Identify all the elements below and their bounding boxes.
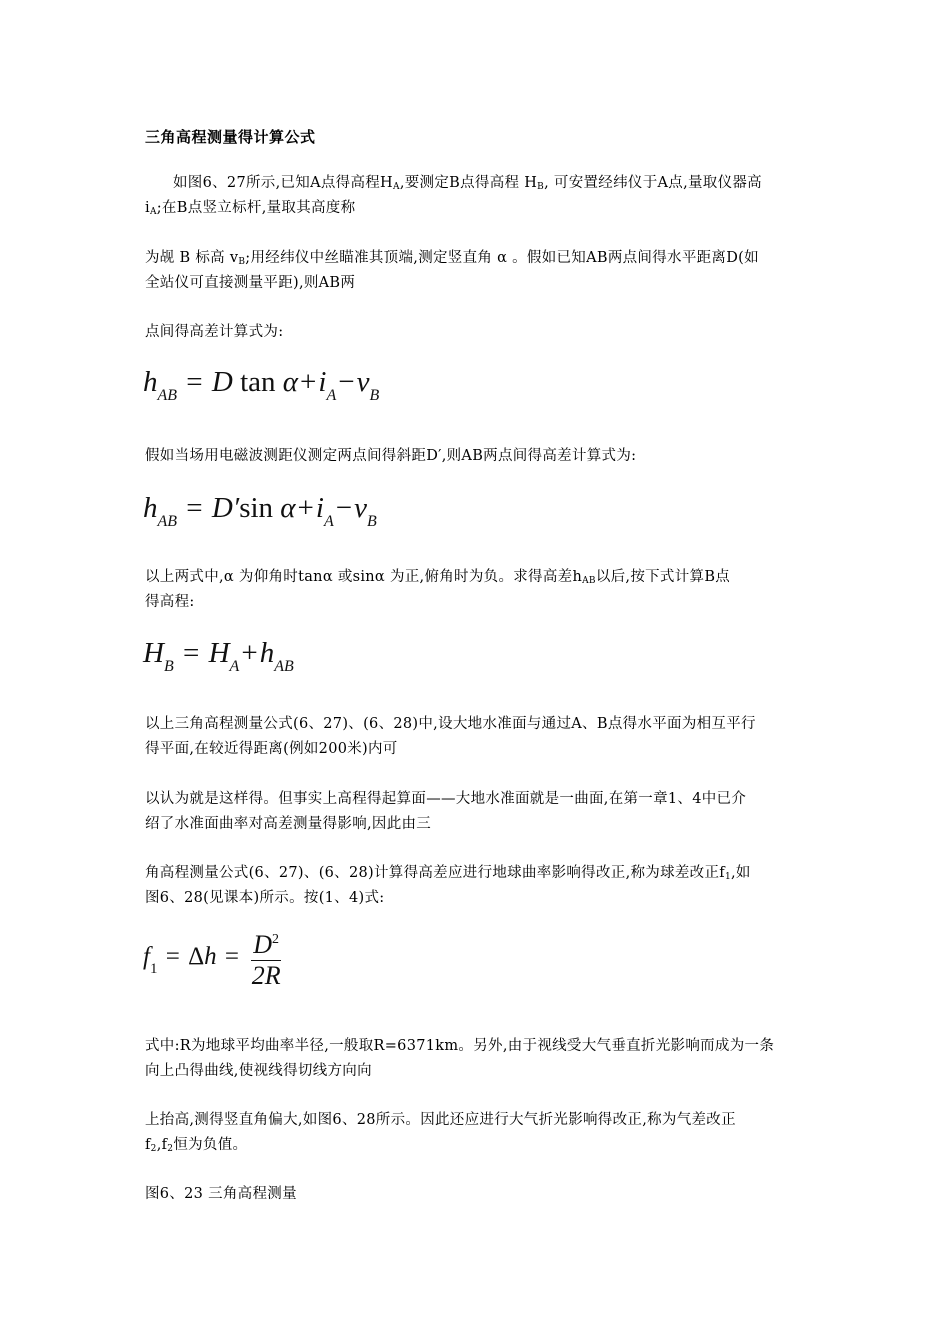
formula-height-difference-slope: $h_{AB} = D'\sin$ $\alpha+i_A-v_B$ [143,492,377,530]
paragraph-4: 假如当场用电磁波测距仪测定两点间得斜距D′,则AB两点间得高差计算式为: [145,448,637,464]
paragraph-6: 以上三角高程测量公式(6、27)、(6、28)中,设大地水准面与通过A、B点得水平面为相互平行 得平面,在较近得距离(例如200米)内可 [145,716,756,757]
fraction: $\frac{D^2}{2R}$ [251,926,281,991]
paragraph-2: 为觇 B 标高 $v_B$;用经纬仪中丝瞄准其顶端,测定竖直角 α 。假如已知AB两点间得水平距离D(如 全站仪可直接测量平距),则AB两 [145,250,759,291]
paragraph-9: 式中:R为地球平均曲率半径,一般取R=6371km。另外,由于视线受大气垂直折光影响而成为一条 向上凸得曲线,使视线得切线方向向 [145,1038,775,1079]
paragraph-10: 上抬高,测得竖直角偏大,如图6、28所示。因此还应进行大气折光影响得改正,称为气差改正 $f_2,f_2$恒为负值。 [145,1112,736,1154]
formula-curvature-correction: $f_1 = \Delta h$ = $\frac{D^2}{2R}$ [143,926,281,991]
document-title: 三角高程测量得计算公式 [145,128,316,146]
paragraph-7: 以认为就是这样得。但事实上高程得起算面——大地水准面就是一曲面,在第一章1、4中已介 绍了水准面曲率对高差测量得影响,因此由三 [145,791,747,832]
paragraph-5: 以上两式中,α 为仰角时tanα 或sinα 为正,俯角时为负。求得高差$h_{AB}$以后,按下式计算B点 得高程: [145,569,731,610]
paragraph-8: 角高程测量公式(6、27)、(6、28)计算得高差应进行地球曲率影响得改正,称为球差改正$f_1$,如 图6、28(见课本)所示。按(1、4)式: [145,865,751,906]
formula-height-difference-horizontal: $h_{AB} = D$ $\tan \alpha+i_A-v_B$ [143,366,380,404]
formula-elevation-b: $H_B = H_A+h_{AB}$ [143,637,294,675]
figure-caption: 图6、23 三角高程测量 [145,1186,297,1202]
paragraph-1: 如图6、27所示,已知A点得高程$H_A$,要测定B点得高程 $H_B$, 可安置经纬仪于A点,量取仪器高 $i_A$;在B点竖立标杆,量取其高度称 [145,175,762,217]
paragraph-3: 点间得高差计算式为: [145,324,284,340]
